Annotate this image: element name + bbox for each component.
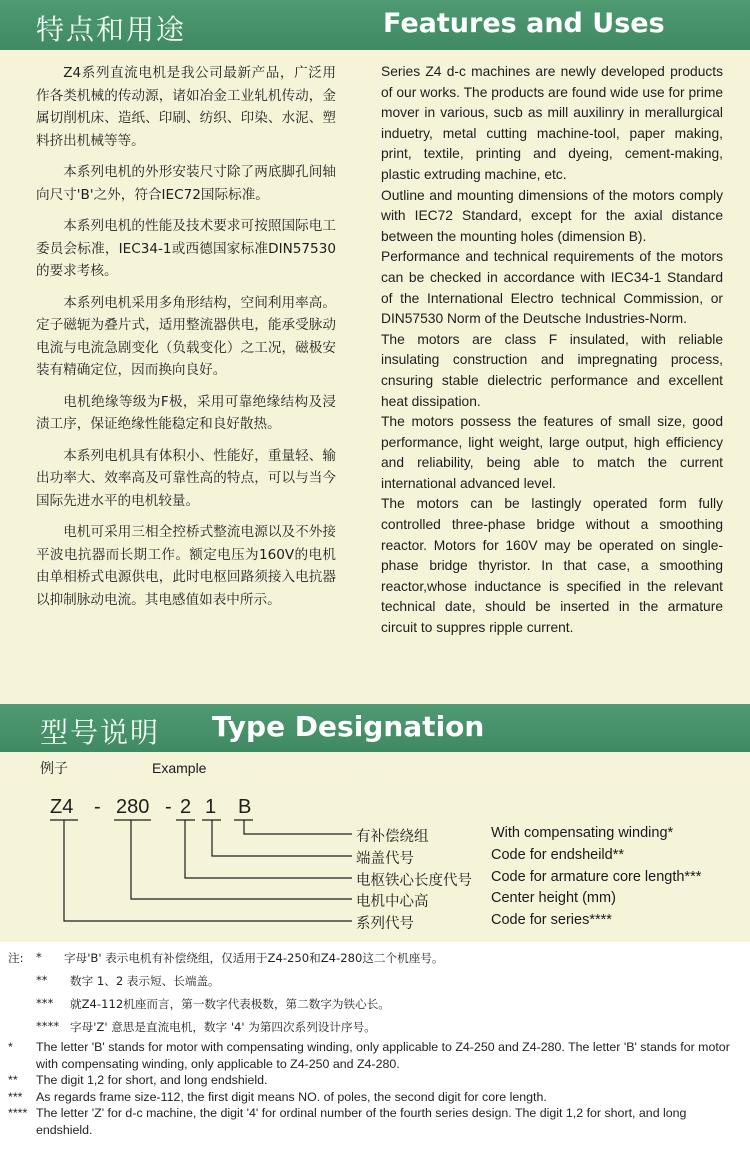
legend-series-en: Code for series**** <box>491 912 612 928</box>
note-mark: ** <box>8 1073 18 1088</box>
code-dash: - <box>94 796 101 818</box>
features-title-zh: 特点和用途 <box>36 13 187 46</box>
legend-height-en: Center height (mm) <box>491 890 616 906</box>
legend-winding-en: With compensating winding* <box>491 825 674 841</box>
features-zh-paragraph: Z4系列直流电机是我公司最新产品，广泛用作各类机械的传动源，诸如冶金工业轧机传动，金属切削机床、造纸、印刷、纺织、印染、水泥、塑料挤出机械等等。 <box>36 65 336 149</box>
notes-en <box>8 1039 744 1139</box>
note-mark: *** <box>8 1089 23 1104</box>
legend-core-zh: 电枢铁心长度代号 <box>356 873 472 889</box>
type-designation-title-en: Type Designation <box>212 710 485 743</box>
note-text: 数字 1、2 表示短、长端盖。 <box>70 974 220 988</box>
note-mark: * <box>8 1040 13 1054</box>
legend-endshield-zh: 端盖代号 <box>356 851 414 867</box>
note-text: The digit 1,2 for short, and long endshield. <box>36 1073 268 1088</box>
code-core: 2 <box>180 796 192 818</box>
legend-endshield-en: Code for endsheild** <box>491 847 625 863</box>
note-mark: **** <box>36 1019 60 1033</box>
notes-label: 注: <box>8 951 24 965</box>
features-zh-paragraph: 电机绝缘等级为F极，采用可靠绝缘结构及浸渍工序，保证绝缘性能稳定和良好散热。 <box>36 393 336 432</box>
code-series: Z4 <box>50 796 74 818</box>
legend-height-zh: 电机中心高 <box>356 894 429 910</box>
type-designation-title-zh: 型号说明 <box>40 716 161 749</box>
notes-zh <box>8 950 738 1042</box>
note-mark: ** <box>36 973 48 987</box>
legend-core-en: Code for armature core length*** <box>491 869 702 885</box>
example-label-zh: 例子 <box>40 761 68 777</box>
note-mark: **** <box>8 1106 28 1121</box>
example-label-en: Example <box>152 760 207 776</box>
note-text: 就Z4-112机座而言，第一数字代表极数，第二数字为铁心长。 <box>70 997 390 1011</box>
features-en-paragraph: Performance and technical requirements of the motors can be checked in accordance with IEC34-1 Standard of the International Electro technical Commission, or DIN57530 Norm of the Deutsche Industries-Norm. <box>381 249 723 327</box>
features-zh-paragraph: 电机可采用三相全控桥式整流电源以及不外接平波电抗器而长期工作。额定电压为160V的电机由单相桥式电源供电，此时电枢回路须接入电抗器以抑制脉动电流。其电感值如表中所示。 <box>36 524 336 608</box>
legend-series-zh: 系列代号 <box>356 916 414 932</box>
features-zh-paragraph: 本系列电机的性能及技术要求可按照国际电工委员会标准，IEC34-1或西德国家标准DIN57530的要求考核。 <box>36 218 336 279</box>
code-winding: B <box>238 796 252 818</box>
features-en-paragraph: Outline and mounting dimensions of the motors comply with IEC72 Standard, except for the axial distance between the mounting holes (dimension B). <box>381 187 723 244</box>
note-mark: * <box>36 950 42 964</box>
features-zh-paragraph: 本系列电机采用多角形结构，空间利用率高。定子磁轭为叠片式，适用整流器供电，能承受脉动电流与电流急剧变化（负载变化）之工况，磁极安装有精确定位，因而换向良好。 <box>36 294 336 378</box>
note-text: The letter 'B' stands for motor with compensating winding, only applicable to Z4-250 and Z4-280. The letter 'B' stands for motor with compensating winding, only applicable to Z4-250 and Z4-280. <box>36 1040 730 1071</box>
note-text: 字母'Z' 意思是直流电机，数字 '4' 为第四次系列设计序号。 <box>70 1020 376 1034</box>
code-endshield: 1 <box>205 796 217 818</box>
legend-winding-zh: 有补偿绕组 <box>356 829 429 845</box>
features-title-en: Features and Uses <box>383 8 665 39</box>
note-text: The letter 'Z' for d-c machine, the digit '4' for ordinal number of the fourth series design. The digit 1,2 for short, and long endshield. <box>36 1106 687 1137</box>
note-mark: *** <box>36 996 54 1010</box>
features-zh-paragraph: 本系列电机具有体积小、性能好，重量轻、输出功率大、效率高及可靠性高的特点，可以与当今国际先进水平的电机较量。 <box>36 447 336 509</box>
features-en-paragraph: Series Z4 d-c machines are newly developed products of our works. The products are found wide use for prime mover in various, sucb as mill auxilinry in merallurgical induetry, metal cutting machine-tool, paper making, print, textile, printing and dyeing, cement-making, plastic extruding machine, etc. <box>381 64 723 182</box>
code-dash: - <box>165 796 172 818</box>
features-en-paragraph: The motors possess the features of small size, good performance, light weight, large output, high efficiency and reliability, being able to match the current international advanced level. <box>381 414 723 491</box>
features-en-paragraph: The motors can be lastingly operated form fully controlled three-phase bridge without a smoothing reactor. Motors for 160V may be operated on single-phase bridge thyristor. In that case, a smoothing reactor,whose inductance is specified in the relevant technical date, should be inserted in the armature circuit to suppres ripple current. <box>381 496 723 636</box>
features-zh-paragraph: 本系列电机的外形安装尺寸除了两底脚孔间轴向尺寸'B'之外，符合IEC72国际标准。 <box>36 164 336 203</box>
features-en-paragraph: The motors are class F insulated, with reliable insulating construction and impregnating process, cnsuring stable dielectric performance and excellent heat dissipation. <box>381 331 723 409</box>
code-frame: 280 <box>116 796 150 818</box>
note-text: As regards frame size-112, the first digit means NO. of poles, the second digit for core length. <box>36 1089 547 1104</box>
note-text: 字母'B' 表示电机有补偿绕组，仅适用于Z4-250和Z4-280这二个机座号。 <box>64 951 444 965</box>
